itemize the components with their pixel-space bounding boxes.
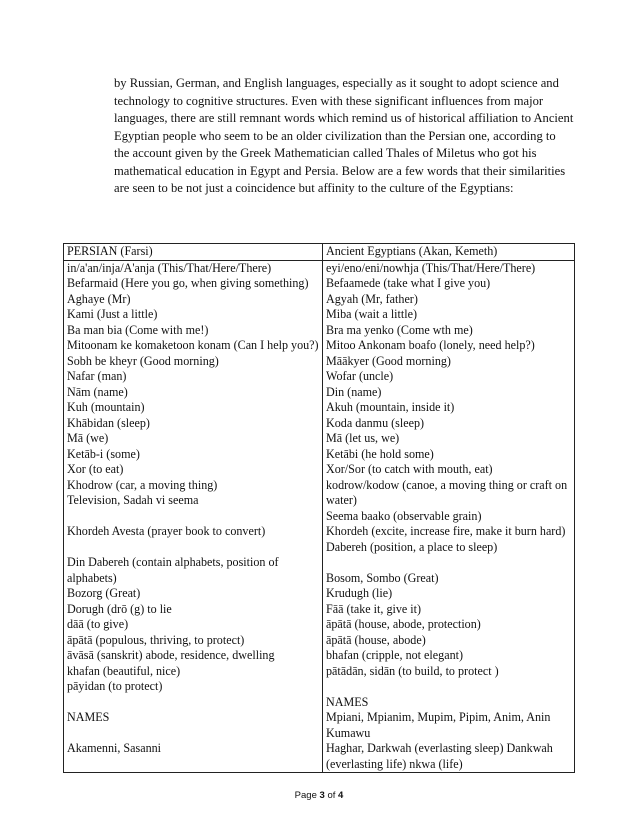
egyptian-word-entry: Din (name) xyxy=(326,384,382,399)
persian-word-entry: Mā (we) xyxy=(67,431,109,445)
persian-word-entry: Khābidan (sleep) xyxy=(67,415,150,430)
persian-word-entry: Mitoonam ke komaketoon konam (Can I help you?) xyxy=(67,338,319,352)
persian-word-entry: āpātā (populous, thriving, to protect) xyxy=(67,632,245,647)
persian-word-entry xyxy=(67,509,319,525)
intro-paragraph: by Russian, German, and English languages, especially as it sought to adopt science and technology to cognitive structures. Even with these significant influences from major languages, there are still remnant words which remind us of historical affiliation to Ancient Egyptian people who seem to be an older civilization than the Persian one, according to the account given by the Greek Mathematician called Thales of Miletus who got his mathematical education in Egypt and Persia. Below are a few words that their similarities are seen to be not just a coincidence but affinity to the culture of the Egyptians: xyxy=(114,76,574,195)
persian-word-entry: Befarmaid (Here you go, when giving something) xyxy=(67,276,309,290)
egyptian-word-entry: Dabereh (position, a place to sleep) xyxy=(326,539,498,554)
header-persian: PERSIAN (Farsi) xyxy=(64,244,323,261)
persian-word-entry: Dorugh (drō (g) to lie xyxy=(67,601,172,616)
egyptian-word-entry: Akuh (mountain, inside it) xyxy=(326,400,455,414)
total-pages: 4 xyxy=(338,790,344,801)
egyptian-word-entry: Miba (wait a little) xyxy=(326,307,418,321)
persian-word-entry xyxy=(67,695,319,711)
persian-word-entry: NAMES xyxy=(67,710,110,724)
egyptian-word-entry xyxy=(326,679,571,695)
persian-word-entry: Sobh be kheyr (Good morning) xyxy=(67,353,219,368)
persian-word-entry: Ketāb-i (some) xyxy=(67,446,140,461)
egyptian-word-entry: Wofar (uncle) xyxy=(326,369,394,383)
persian-word-entry: khafan (beautiful, nice) xyxy=(67,663,181,678)
page-footer xyxy=(0,790,638,801)
egyptian-word-entry: Mā (let us, we) xyxy=(326,431,400,445)
egyptian-word-entry: Haghar, Darkwah (everlasting sleep) Dankwah (everlasting life) nkwa (life) xyxy=(326,741,553,771)
egyptian-word-entry: NAMES xyxy=(326,694,369,709)
egyptian-column xyxy=(323,260,575,773)
persian-word-entry: Khordeh Avesta (prayer book to convert) xyxy=(67,524,266,538)
egyptian-word-entry: Bra ma yenko (Come wth me) xyxy=(326,322,473,337)
page-number: 3 xyxy=(319,790,325,801)
page-label: Page xyxy=(294,790,317,801)
egyptian-word-entry: kodrow/kodow (canoe, a moving thing or craft on water) xyxy=(326,477,568,507)
persian-word-entry: in/a'an/inja/A'anja (This/That/Here/There) xyxy=(67,260,272,275)
egyptian-word-entry: Koda danmu (sleep) xyxy=(326,415,425,430)
egyptian-word-entry: Khordeh (excite, increase fire, make it burn hard) xyxy=(326,524,566,538)
persian-word-entry: Nām (name) xyxy=(67,384,128,399)
egyptian-word-entry: Xor/Sor (to catch with mouth, eat) xyxy=(326,462,493,476)
egyptian-word-entry: āpātā (house, abode) xyxy=(326,632,426,647)
word-comparison-table xyxy=(63,243,575,773)
egyptian-word-entry: Mpiani, Mpianim, Mupim, Pipim, Anim, Anin Kumawu xyxy=(326,710,551,740)
persian-word-entry: Akamenni, Sasanni xyxy=(67,741,162,755)
table-body-row xyxy=(64,260,575,773)
persian-word-entry: Ba man bia (Come with me!) xyxy=(67,322,209,337)
egyptian-word-entry: Krudugh (lie) xyxy=(326,586,393,600)
persian-word-entry: Aghaye (Mr) xyxy=(67,291,131,306)
egyptian-word-entry: Bosom, Sombo (Great) xyxy=(326,570,439,585)
egyptian-word-entry: Fāā (take it, give it) xyxy=(326,601,422,616)
persian-word-entry: Television, Sadah vi seema xyxy=(67,493,199,507)
persian-word-entry: dāā (to give) xyxy=(67,617,129,631)
persian-word-entry xyxy=(67,540,319,556)
egyptian-word-entry: Befaamede (take what I give you) xyxy=(326,276,491,290)
egyptian-word-entry: Agyah (Mr, father) xyxy=(326,291,418,306)
egyptian-word-entry: āpātā (house, abode, protection) xyxy=(326,617,481,631)
header-egyptian: Ancient Egyptians (Akan, Kemeth) xyxy=(323,244,575,261)
persian-word-entry: Khodrow (car, a moving thing) xyxy=(67,477,218,492)
persian-word-entry: Din Dabereh (contain alphabets, position of alphabets) xyxy=(67,555,279,585)
persian-word-entry: āvāsā (sanskrit) abode, residence, dwelling xyxy=(67,648,275,662)
egyptian-word-entry: Mitoo Ankonam boafo (lonely, need help?) xyxy=(326,338,535,352)
persian-word-entry xyxy=(67,726,319,742)
table-header-row xyxy=(64,244,575,261)
egyptian-word-entry: bhafan (cripple, not elegant) xyxy=(326,648,463,662)
egyptian-word-entry: Māākyer (Good morning) xyxy=(326,353,451,368)
egyptian-word-entry: pātādān, sidān (to build, to protect ) xyxy=(326,663,499,678)
of-label: of xyxy=(327,790,336,801)
egyptian-word-entry: Seema baako (observable grain) xyxy=(326,508,482,523)
persian-word-entry: Kami (Just a little) xyxy=(67,307,158,321)
persian-word-entry: Bozorg (Great) xyxy=(67,586,141,600)
egyptian-word-entry: eyi/eno/eni/nowhja (This/That/Here/There) xyxy=(326,260,536,275)
persian-word-entry: Xor (to eat) xyxy=(67,462,124,476)
egyptian-word-entry xyxy=(326,555,571,571)
egyptian-word-entry: Ketābi (he hold some) xyxy=(326,446,434,461)
persian-word-entry: pāyidan (to protect) xyxy=(67,679,163,693)
persian-column xyxy=(64,260,323,773)
persian-word-entry: Nafar (man) xyxy=(67,369,127,383)
persian-word-entry: Kuh (mountain) xyxy=(67,400,145,414)
